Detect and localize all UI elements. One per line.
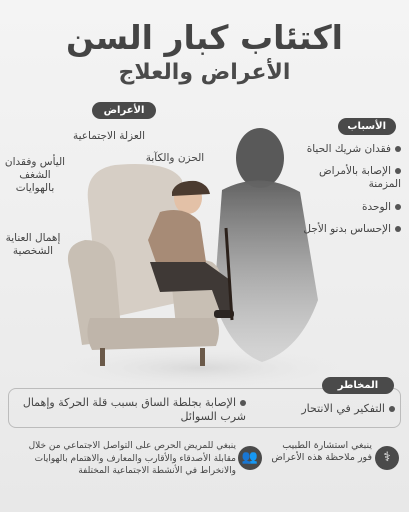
symptom-neglect: إهمال العناية الشخصية [5,232,61,257]
cause-item [291,201,401,214]
cause-text: فقدان شريك الحياة [306,143,391,155]
risk-text: التفكير في الانتحار [301,402,385,415]
cause-item [291,143,401,156]
shadow-figure [214,128,318,362]
bullet-icon [395,226,401,232]
symptom-sadness: الحزن والكآبة [145,152,205,164]
risk-item [18,396,246,424]
people-icon: 👥 [238,446,262,470]
page-subtitle: الأعراض والعلاج [118,60,291,85]
cause-item [291,223,401,236]
tip-social: ينبغي للمريض الحرص على التواصل الاجتماعي من خلال مقابلة الأصدقاء والأقارب والمعارف والاهتمام بالهوايات والانخراط في الأنشطة الاجتماعية المختلفة [28,441,236,476]
bullet-icon [395,146,401,152]
cause-text: الإصابة بالأمراض المزمنة [318,165,401,190]
page-title: اكتئاب كبار السن [65,18,343,57]
tip-doctor: ينبغي استشارة الطبيب فور ملاحظة هذه الأعراض [271,440,372,463]
risks-label: المخاطر [322,377,394,394]
risk-text: الإصابة بجلطة الساق بسبب قلة الحركة وإهمال شرب السوائل [22,396,246,423]
bullet-icon [240,400,246,406]
symptom-isolation: العزلة الاجتماعية [72,130,146,142]
cause-text: الوحدة [361,201,391,213]
symptoms-label: الأعراض [92,102,156,119]
bullet-icon [395,168,401,174]
bullet-icon [395,204,401,210]
cause-text: الإحساس بدنو الأجل [303,223,391,235]
symptom-despair: اليأس وفقدان الشغف بالهوايات [4,156,66,194]
doctor-icon: ⚕ [375,446,399,470]
bullet-icon [389,406,395,412]
cause-item [291,165,401,191]
risk-item [301,402,395,415]
causes-label: الأسباب [338,118,396,135]
